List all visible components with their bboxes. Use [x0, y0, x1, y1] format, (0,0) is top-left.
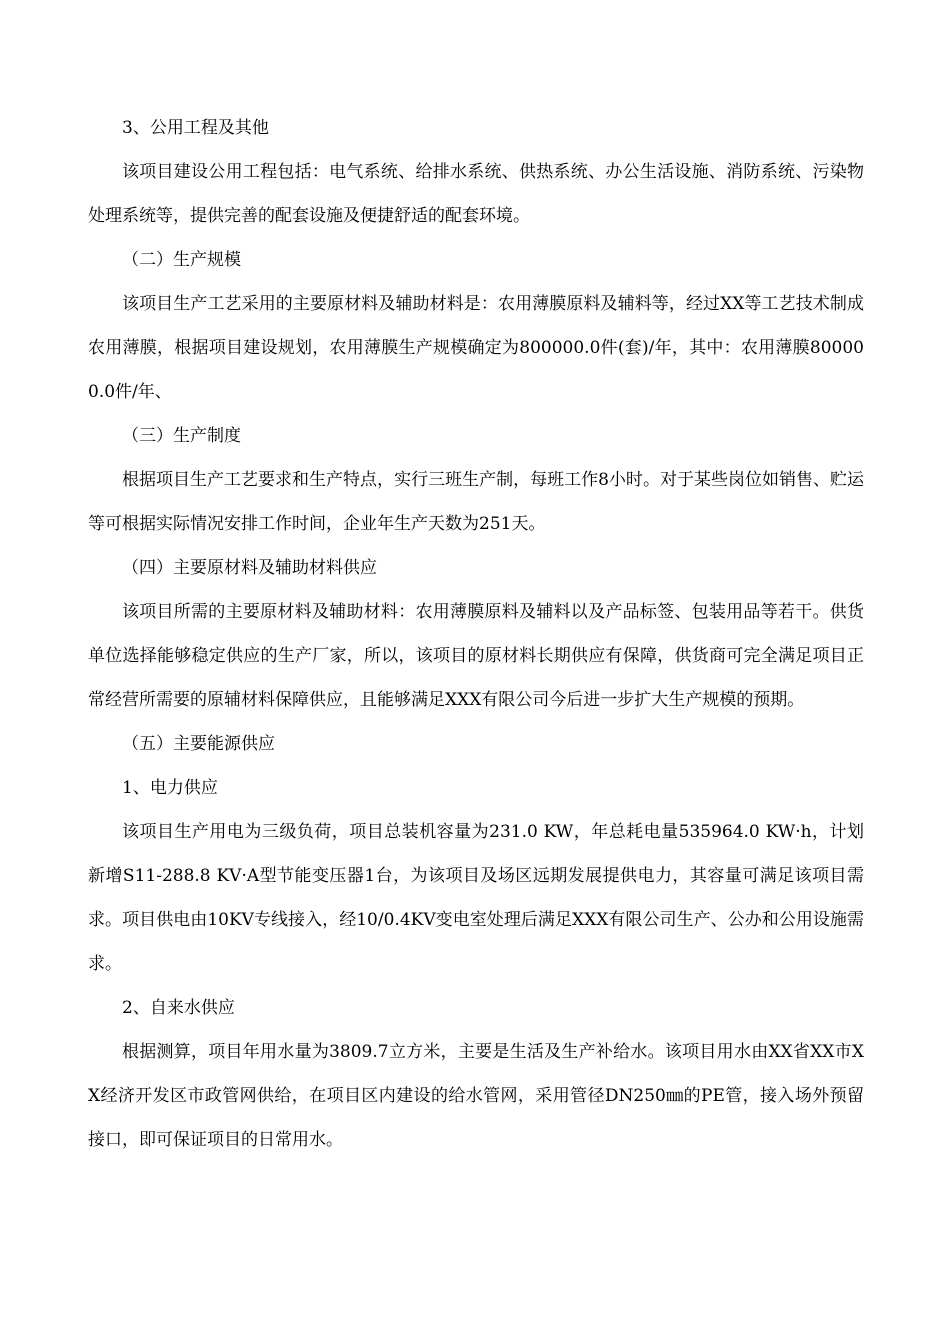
paragraph-production-system: 根据项目生产工艺要求和生产特点，实行三班生产制，每班工作8小时。对于某些岗位如销售、贮运等可根据实际情况安排工作时间，企业年生产天数为251天。 [88, 470, 864, 534]
heading-production-scale: （二）生产规模 [122, 250, 241, 270]
paragraph-raw-materials: 该项目所需的主要原材料及辅助材料：农用薄膜原料及辅料以及产品标签、包装用品等若干。供货单位选择能够稳定供应的生产厂家，所以，该项目的原材料长期供应有保障，供货商可完全满足项目正常经营所需要的原辅材料保障供应，且能够满足XXX有限公司今后进一步扩大生产规模的预期。 [88, 602, 864, 710]
heading-public-works: 3、公用工程及其他 [122, 118, 269, 138]
paragraph-power-supply: 该项目生产用电为三级负荷，项目总装机容量为231.0 KW，年总耗电量535964.0 KW·h，计划新增S11-288.8 KV·A型节能变压器1台，为该项目及场区远期发展提供电力，其容量可满足该项目需求。项目供电由10KV专线接入，经10/0.4KV变电室处理后满足XXX有限公司生产、公办和公用设施需求。 [88, 822, 864, 974]
heading-production-system: （三）生产制度 [122, 426, 241, 446]
heading-water-supply: 2、自来水供应 [122, 998, 235, 1018]
heading-raw-materials: （四）主要原材料及辅助材料供应 [122, 558, 377, 578]
heading-energy-supply: （五）主要能源供应 [122, 734, 275, 754]
paragraph-production-scale: 该项目生产工艺采用的主要原材料及辅助材料是：农用薄膜原料及辅料等，经过XX等工艺技术制成农用薄膜，根据项目建设规划，农用薄膜生产规模确定为800000.0件(套)/年，其中：农用薄膜800000.0件/年、 [88, 294, 864, 402]
document-page [88, 106, 864, 1162]
heading-power-supply: 1、电力供应 [122, 778, 218, 798]
paragraph-public-works: 该项目建设公用工程包括：电气系统、给排水系统、供热系统、办公生活设施、消防系统、污染物处理系统等，提供完善的配套设施及便捷舒适的配套环境。 [88, 162, 864, 226]
paragraph-water-supply: 根据测算，项目年用水量为3809.7立方米，主要是生活及生产补给水。该项目用水由XX省XX市XX经济开发区市政管网供给，在项目区内建设的给水管网，采用管径DN250㎜的PE管，接入场外预留接口，即可保证项目的日常用水。 [88, 1042, 864, 1150]
